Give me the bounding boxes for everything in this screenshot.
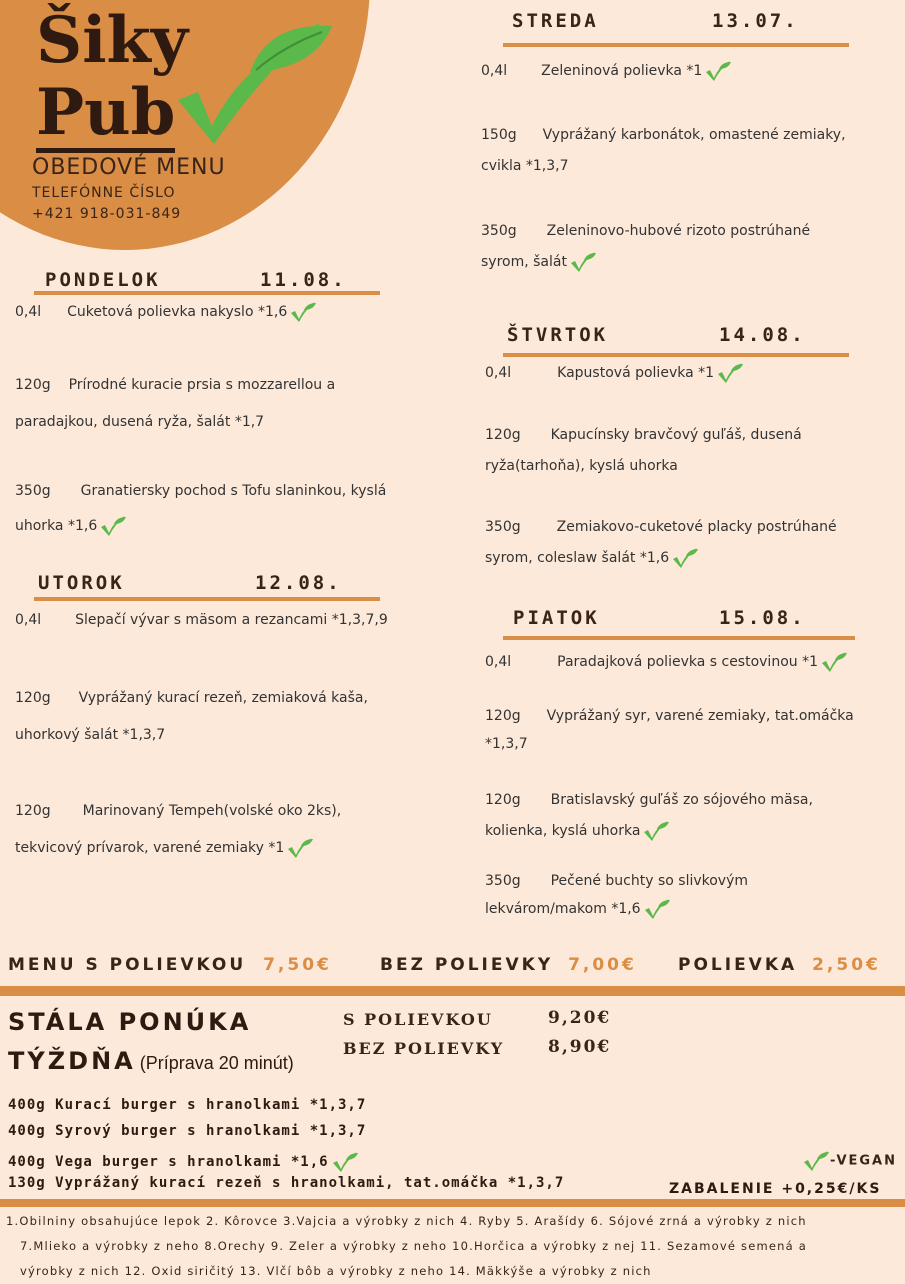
menu-item: 120g Bratislavský guľáš zo sójového mäsa, kolienka, kyslá uhorka: [485, 785, 885, 847]
weekly-without-soup-price: 8,90€: [548, 1037, 612, 1057]
vegan-leaf-icon: [286, 837, 314, 859]
vegan-leaf-icon: [704, 60, 732, 82]
vegan-leaf-icon: [99, 515, 127, 537]
menu-item: 0,4l Kapustová polievka *1: [485, 358, 744, 389]
menu-item: 120g Kapucínsky bravčový guľáš, dusená ryža(tarhoňa), kyslá uhorka: [485, 427, 802, 474]
price-without-soup: BEZ POLIEVKY 7,00€: [380, 955, 637, 975]
phone-label: TELEFÓNNE ČÍSLO: [32, 185, 176, 201]
menu-item: 120g Prírodné kuracie prsia s mozzarellou a paradajkou, dusená ryža, šalát *1,7: [15, 377, 336, 430]
day-date: 11.08.: [260, 269, 347, 291]
day-name: STREDA: [512, 10, 599, 32]
divider: [34, 597, 380, 601]
divider: [503, 636, 855, 640]
phone-number[interactable]: +421 918-031-849: [32, 206, 182, 222]
day-name: ŠTVRTOK: [507, 324, 609, 346]
vegan-leaf-icon: [569, 251, 597, 273]
day-date: 15.08.: [719, 607, 806, 629]
divider: [34, 291, 380, 295]
menu-item: 350g Pečené buchty so slivkovým lekvárom/makom *1,6: [485, 867, 885, 923]
vegan-leaf-icon: [671, 547, 699, 569]
weekly-item: 400g Vega burger s hranolkami *1,6: [8, 1151, 359, 1173]
section-band: [0, 1199, 905, 1207]
vegan-leaf-icon: [331, 1151, 359, 1173]
day-header-tuesday: [38, 572, 342, 594]
logo-leaf-check-icon: [172, 14, 340, 146]
allergen-list: 1.Obilniny obsahujúce lepok 2. Kôrovce 3.Vajcia a výrobky z nich 4. Ryby 5. Arašídy 6. Sójové zrná a výrobky z nich 7.Mlieko a výrobky z neho 8.Orechy 9. Zeler a výrobky z neho 10.Horčica a výrobky z nej 11. Sezamové semená a výrobky z nich 12. Oxid siričitý 13. Vlčí bôb a výrobky z neho 14. Mäkkýše a výrobky z nich: [6, 1214, 808, 1278]
vegan-leaf-icon: [716, 362, 744, 384]
weekly-title-line1: STÁLA PONÚKA: [8, 1008, 252, 1036]
divider: [503, 43, 849, 47]
weekly-with-soup-label: S POLIEVKOU: [343, 1010, 493, 1029]
vegan-leaf-icon: [643, 898, 671, 920]
menu-item: 0,4l Paradajková polievka s cestovinou *1: [485, 647, 848, 678]
menu-item: 350g Granatiersky pochod s Tofu slaninkou, kyslá uhorka *1,6: [15, 474, 415, 544]
weekly-title-line2: TÝŽDŇA (Príprava 20 minút): [8, 1047, 294, 1075]
day-name: PIATOK: [513, 607, 600, 629]
logo-line-1: Šiky: [36, 3, 189, 78]
menu-item: 120g Vyprážaný syr, varené zemiaky, tat.omáčka *1,3,7: [485, 708, 854, 752]
divider: [503, 353, 849, 357]
vegan-leaf-icon: [820, 651, 848, 673]
menu-item: 350g Zeleninovo-hubové rizoto postrúhané syrom, šalát: [481, 216, 891, 278]
day-header-monday: [45, 269, 347, 291]
menu-item: 0,4l Slepačí vývar s mäsom a rezancami *1,3,7,9: [15, 612, 388, 628]
menu-item: 350g Zemiakovo-cuketové placky postrúhané syrom, coleslaw šalát *1,6: [485, 512, 895, 574]
menu-item: 120g Marinovaný Tempeh(volské oko 2ks), tekvicový prívarok, varené zemiaky *1: [15, 793, 415, 867]
day-header-thursday: [507, 324, 806, 346]
logo-line-2: Pub: [36, 78, 175, 153]
vegan-leaf-icon: [642, 820, 670, 842]
weekly-item: 400g Kurací burger s hranolkami *1,3,7: [8, 1097, 367, 1113]
menu-item: 120g Vyprážaný kurací rezeň, zemiaková kaša, uhorkový šalát *1,3,7: [15, 690, 368, 743]
weekly-item: 130g Vyprážaný kurací rezeň s hranolkami, tat.omáčka *1,3,7: [8, 1175, 565, 1191]
weekly-without-soup-label: BEZ POLIEVKY: [343, 1039, 505, 1058]
day-date: 13.07.: [712, 10, 799, 32]
day-name: PONDELOK: [45, 269, 161, 291]
day-date: 14.08.: [719, 324, 806, 346]
menu-item: 150g Vyprážaný karbonátok, omastené zemiaky, cvikla *1,3,7: [481, 127, 846, 174]
menu-item: 0,4l Cuketová polievka nakyslo *1,6: [15, 297, 317, 328]
day-header-friday: [513, 607, 806, 629]
menu-item: 0,4l Zeleninová polievka *1: [481, 56, 732, 87]
weekly-with-soup-price: 9,20€: [548, 1008, 612, 1028]
day-date: 12.08.: [255, 572, 342, 594]
day-name: UTOROK: [38, 572, 125, 594]
packaging-fee: ZABALENIE +0,25€/KS: [669, 1181, 882, 1197]
section-band: [0, 986, 905, 996]
price-menu-with-soup: MENU S POLIEVKOU 7,50€: [8, 955, 332, 975]
vegan-legend: -VEGAN: [800, 1150, 897, 1172]
prep-time: (Príprava 20 minút): [139, 1053, 294, 1073]
vegan-leaf-icon: [802, 1150, 830, 1172]
vegan-leaf-icon: [289, 301, 317, 323]
menu-subtitle: OBEDOVÉ MENU: [32, 155, 226, 180]
day-header-wednesday: [512, 10, 799, 32]
price-soup: POLIEVKA 2,50€: [678, 955, 881, 975]
weekly-item: 400g Syrový burger s hranolkami *1,3,7: [8, 1123, 367, 1139]
